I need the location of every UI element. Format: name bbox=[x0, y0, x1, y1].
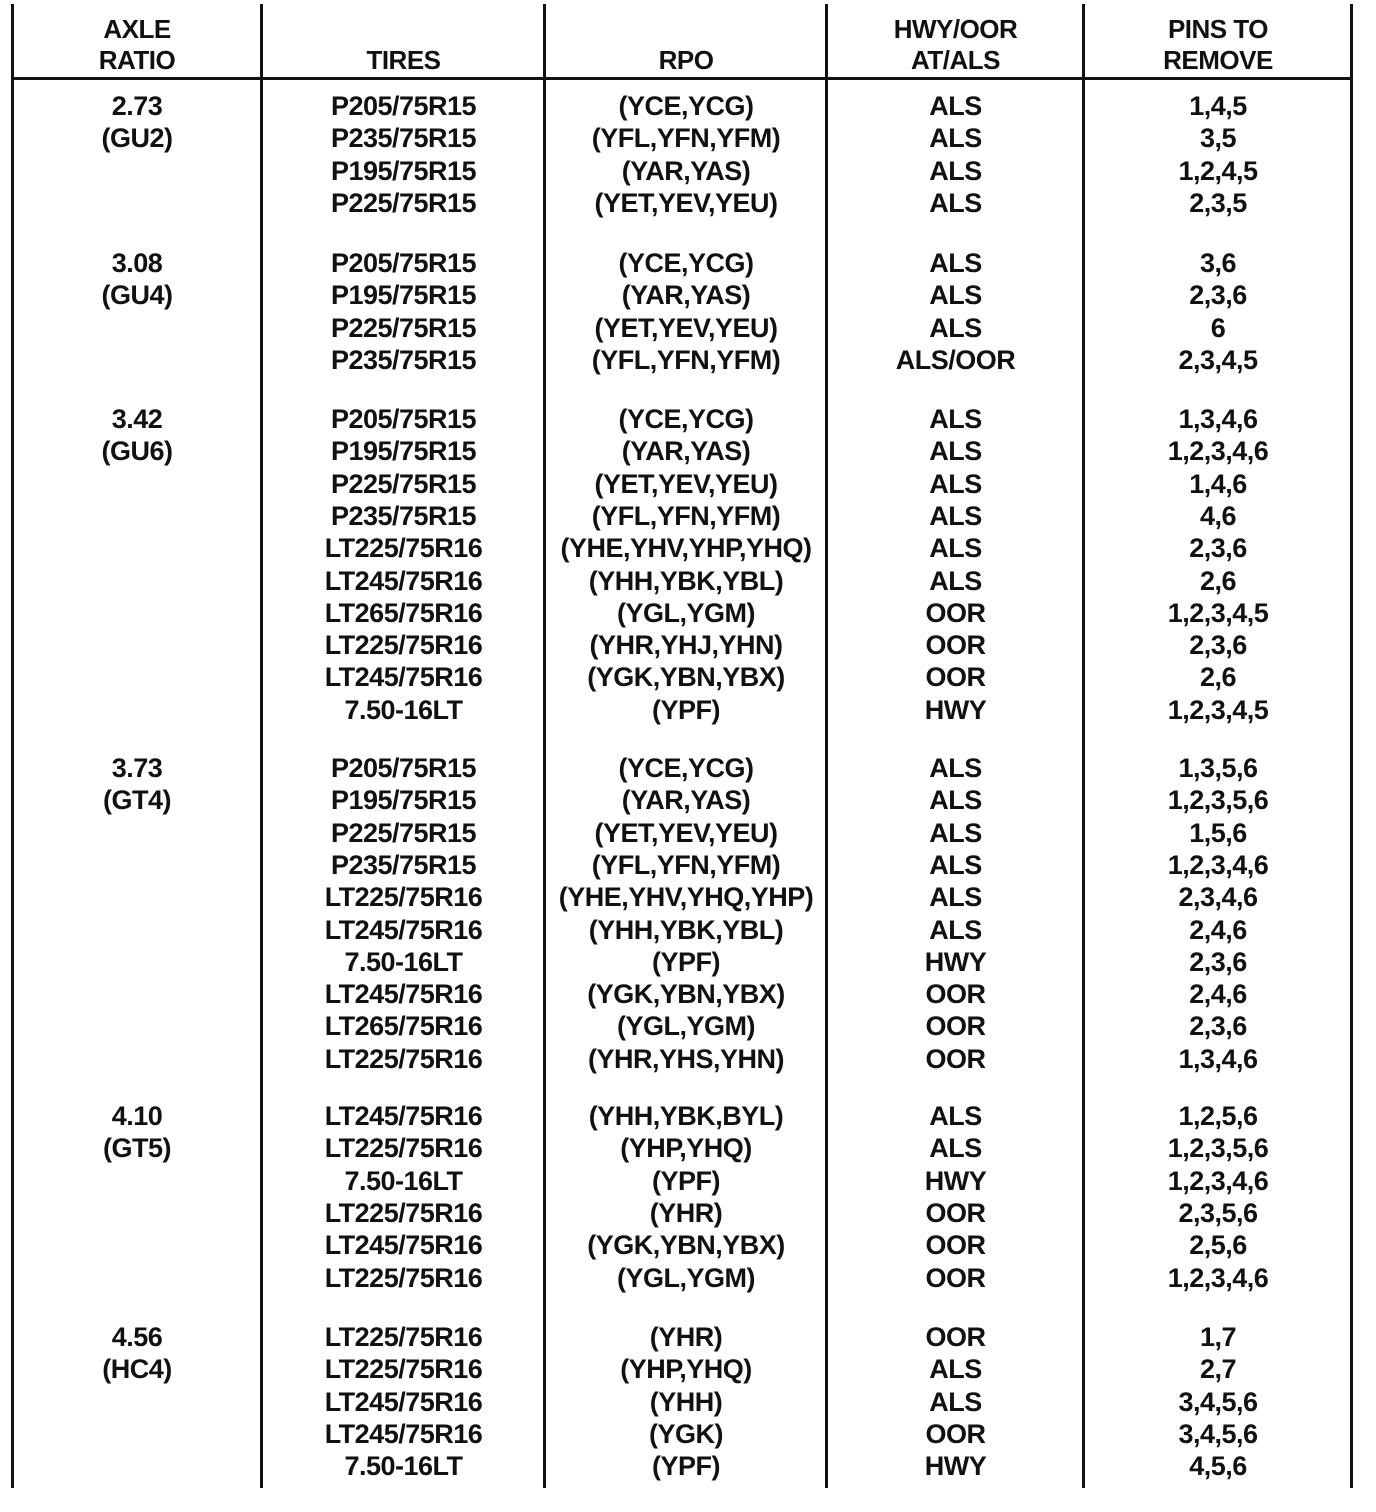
header-pins-line1: PINS TO bbox=[1167, 14, 1269, 44]
axle-ratio-code: (GU4) bbox=[101, 280, 173, 311]
rpo-code-cell: (YHE,YHV,YHQ,YHP) bbox=[558, 882, 814, 913]
tire-size-cell: LT245/75R16 bbox=[324, 662, 483, 693]
usage-type-cell: OOR bbox=[925, 1262, 986, 1293]
pins-to-remove-cell: 3,4,5,6 bbox=[1178, 1418, 1258, 1449]
header-axle-ratio bbox=[12, 14, 262, 76]
header-pins-line2: REMOVE bbox=[1163, 45, 1273, 75]
tire-size-cell: LT245/75R16 bbox=[324, 914, 483, 945]
rpo-code-cell: (YGK,YBN,YBX) bbox=[587, 662, 785, 693]
header-divider bbox=[12, 77, 1353, 80]
usage-type-cell: OOR bbox=[925, 662, 986, 693]
axle-ratio-value: 3.73 bbox=[111, 753, 163, 783]
pins-to-remove-cell: 1,3,5,6 bbox=[1178, 753, 1258, 783]
pins-to-remove-cell: 2,3,6 bbox=[1189, 1011, 1247, 1042]
tire-size-cell: LT245/75R16 bbox=[324, 1386, 483, 1417]
rpo-code-cell: (YFL,YFN,YFM) bbox=[591, 500, 781, 531]
usage-type-cell: ALS bbox=[929, 468, 982, 499]
pins-to-remove-cell: 2,6 bbox=[1199, 662, 1237, 693]
tire-size-cell: P205/75R15 bbox=[330, 248, 477, 278]
pins-to-remove-cell: 1,2,3,5,6 bbox=[1167, 1133, 1269, 1164]
usage-type-cell: ALS bbox=[929, 404, 982, 434]
tire-size-cell: 7.50-16LT bbox=[344, 946, 463, 977]
tire-size-cell: 7.50-16LT bbox=[344, 1451, 463, 1482]
tire-size-cell: P235/75R15 bbox=[330, 123, 477, 154]
usage-type-cell: ALS bbox=[929, 914, 982, 945]
tire-size-cell: P195/75R15 bbox=[330, 436, 477, 467]
usage-type-cell: OOR bbox=[925, 1418, 986, 1449]
usage-type-cell: OOR bbox=[925, 1230, 986, 1261]
axle-ratio-value: 2.73 bbox=[111, 91, 163, 121]
tire-size-cell: LT225/75R16 bbox=[324, 882, 483, 913]
rpo-code-cell: (YET,YEV,YEU) bbox=[594, 468, 778, 499]
pins-to-remove-cell: 2,4,6 bbox=[1189, 914, 1247, 945]
pins-to-remove-cell: 2,7 bbox=[1199, 1354, 1237, 1385]
tire-size-cell: LT225/75R16 bbox=[324, 1043, 483, 1074]
rpo-code-cell: (YHH,YBK,BYL) bbox=[588, 1101, 784, 1131]
axle-ratio-code: (GU2) bbox=[101, 123, 173, 154]
rpo-code-cell: (YGK) bbox=[649, 1418, 723, 1449]
pins-to-remove-cell: 2,3,5,6 bbox=[1178, 1197, 1258, 1228]
rpo-code-cell: (YHR) bbox=[649, 1322, 723, 1352]
rpo-code-cell: (YHR,YHS,YHN) bbox=[587, 1043, 784, 1074]
pins-to-remove-cell: 1,2,4,5 bbox=[1178, 155, 1258, 186]
tire-size-cell: LT225/75R16 bbox=[324, 533, 483, 564]
tire-size-cell: P225/75R15 bbox=[330, 468, 477, 499]
axle-ratio-code: (GT5) bbox=[103, 1133, 171, 1164]
pins-to-remove-cell: 1,3,4,6 bbox=[1178, 1043, 1258, 1074]
usage-type-cell: ALS bbox=[929, 753, 982, 783]
pins-to-remove-cell: 2,3,5 bbox=[1189, 187, 1247, 218]
rpo-code-cell: (YCE,YCG) bbox=[618, 248, 754, 278]
usage-type-cell: OOR bbox=[925, 979, 986, 1010]
pins-to-remove-cell: 1,2,3,5,6 bbox=[1167, 785, 1269, 816]
header-axle-ratio-line2: RATIO bbox=[98, 45, 176, 75]
axle-ratio-code: (HC4) bbox=[102, 1354, 172, 1385]
header-rpo: RPO bbox=[658, 45, 714, 75]
tire-size-cell: P205/75R15 bbox=[330, 753, 477, 783]
tire-size-cell: LT225/75R16 bbox=[324, 1322, 483, 1352]
tire-size-cell: LT225/75R16 bbox=[324, 1354, 483, 1385]
pins-to-remove-cell: 1,4,6 bbox=[1189, 468, 1247, 499]
axle-ratio-value: 4.10 bbox=[111, 1101, 163, 1131]
usage-type-cell: ALS bbox=[929, 1133, 982, 1164]
tire-size-cell: LT245/75R16 bbox=[324, 1101, 483, 1131]
pins-to-remove-cell: 1,3,4,6 bbox=[1178, 404, 1258, 434]
rpo-code-cell: (YAR,YAS) bbox=[621, 155, 751, 186]
rpo-code-cell: (YHH) bbox=[649, 1386, 723, 1417]
axle-ratio-value: 4.56 bbox=[111, 1322, 163, 1352]
rpo-code-cell: (YHP,YHQ) bbox=[620, 1354, 752, 1385]
rpo-code-cell: (YPF) bbox=[652, 1165, 720, 1196]
pins-to-remove-cell: 3,6 bbox=[1199, 248, 1237, 278]
usage-type-cell: ALS bbox=[929, 123, 982, 154]
pins-to-remove-cell: 2,3,4,5 bbox=[1178, 344, 1258, 375]
pins-to-remove-cell: 6 bbox=[1210, 312, 1226, 343]
pins-to-remove-cell: 2,3,6 bbox=[1189, 280, 1247, 311]
tire-size-cell: 7.50-16LT bbox=[344, 694, 463, 725]
rpo-code-cell: (YHE,YHV,YHP,YHQ) bbox=[560, 533, 812, 564]
tire-size-cell: LT245/75R16 bbox=[324, 565, 483, 596]
rpo-code-cell: (YPF) bbox=[652, 1451, 720, 1482]
usage-type-cell: HWY bbox=[924, 1165, 987, 1196]
usage-type-cell: OOR bbox=[925, 1197, 986, 1228]
header-hwy-line2: AT/ALS bbox=[911, 45, 1000, 75]
pins-to-remove-cell: 2,4,6 bbox=[1189, 979, 1247, 1010]
rpo-code-cell: (YCE,YCG) bbox=[618, 91, 754, 121]
tire-size-cell: P205/75R15 bbox=[330, 404, 477, 434]
tire-size-cell: LT265/75R16 bbox=[324, 597, 483, 628]
pins-to-remove-cell: 1,7 bbox=[1199, 1322, 1237, 1352]
tire-size-cell: P225/75R15 bbox=[330, 817, 477, 848]
rpo-code-cell: (YHR,YHJ,YHN) bbox=[589, 630, 783, 661]
rpo-code-cell: (YFL,YFN,YFM) bbox=[591, 849, 781, 880]
rpo-code-cell: (YGK,YBN,YBX) bbox=[587, 979, 785, 1010]
rpo-code-cell: (YAR,YAS) bbox=[621, 785, 751, 816]
rpo-code-cell: (YFL,YFN,YFM) bbox=[591, 344, 781, 375]
header-hwy-line1: HWY/OOR bbox=[893, 14, 1018, 44]
rpo-code-cell: (YAR,YAS) bbox=[621, 280, 751, 311]
pins-to-remove-cell: 3,5 bbox=[1199, 123, 1237, 154]
usage-type-cell: ALS bbox=[929, 565, 982, 596]
usage-type-cell: ALS bbox=[929, 785, 982, 816]
pins-to-remove-cell: 1,2,3,4,5 bbox=[1167, 694, 1269, 725]
axle-ratio-code: (GU6) bbox=[101, 436, 173, 467]
table-border-left bbox=[11, 4, 14, 1488]
usage-type-cell: ALS bbox=[929, 155, 982, 186]
pins-to-remove-cell: 3,4,5,6 bbox=[1178, 1386, 1258, 1417]
tire-size-cell: 7.50-16LT bbox=[344, 1165, 463, 1196]
axle-ratio-code: (GT4) bbox=[103, 785, 171, 816]
pins-to-remove-cell: 2,3,4,6 bbox=[1178, 882, 1258, 913]
rpo-code-cell: (YHR) bbox=[649, 1197, 723, 1228]
rpo-code-cell: (YCE,YCG) bbox=[618, 753, 754, 783]
rpo-code-cell: (YET,YEV,YEU) bbox=[594, 817, 778, 848]
usage-type-cell: ALS bbox=[929, 1386, 982, 1417]
pins-to-remove-cell: 4,5,6 bbox=[1189, 1451, 1247, 1482]
tire-size-cell: LT245/75R16 bbox=[324, 1418, 483, 1449]
pins-to-remove-cell: 1,2,3,4,5 bbox=[1167, 597, 1269, 628]
usage-type-cell: OOR bbox=[925, 1322, 986, 1352]
pins-to-remove-cell: 2,3,6 bbox=[1189, 630, 1247, 661]
rpo-code-cell: (YHH,YBK,YBL) bbox=[588, 565, 784, 596]
rpo-code-cell: (YET,YEV,YEU) bbox=[594, 312, 778, 343]
rpo-code-cell: (YGL,YGM) bbox=[617, 1262, 755, 1293]
usage-type-cell: ALS bbox=[929, 500, 982, 531]
tire-size-cell: P205/75R15 bbox=[330, 91, 477, 121]
usage-type-cell: ALS bbox=[929, 1101, 982, 1131]
tire-size-cell: LT225/75R16 bbox=[324, 630, 483, 661]
tire-size-cell: P235/75R15 bbox=[330, 344, 477, 375]
tire-size-cell: P225/75R15 bbox=[330, 312, 477, 343]
tire-size-cell: LT225/75R16 bbox=[324, 1133, 483, 1164]
rpo-code-cell: (YGL,YGM) bbox=[617, 1011, 755, 1042]
tire-size-cell: P195/75R15 bbox=[330, 785, 477, 816]
rpo-code-cell: (YFL,YFN,YFM) bbox=[591, 123, 781, 154]
tire-size-cell: P195/75R15 bbox=[330, 280, 477, 311]
pins-to-remove-cell: 2,6 bbox=[1199, 565, 1237, 596]
rpo-code-cell: (YGL,YGM) bbox=[617, 597, 755, 628]
header-axle-ratio-line1: AXLE bbox=[103, 14, 171, 44]
pins-to-remove-cell: 1,2,3,4,6 bbox=[1167, 849, 1269, 880]
usage-type-cell: ALS bbox=[929, 817, 982, 848]
tire-size-cell: P225/75R15 bbox=[330, 187, 477, 218]
rpo-code-cell: (YCE,YCG) bbox=[618, 404, 754, 434]
usage-type-cell: ALS bbox=[929, 312, 982, 343]
pins-to-remove-cell: 1,2,3,4,6 bbox=[1167, 1262, 1269, 1293]
pins-to-remove-cell: 1,4,5 bbox=[1189, 91, 1247, 121]
usage-type-cell: ALS/OOR bbox=[895, 344, 1016, 375]
tire-size-cell: LT225/75R16 bbox=[324, 1262, 483, 1293]
usage-type-cell: ALS bbox=[929, 91, 982, 121]
pins-to-remove-cell: 1,2,3,4,6 bbox=[1167, 1165, 1269, 1196]
usage-type-cell: OOR bbox=[925, 597, 986, 628]
rpo-code-cell: (YPF) bbox=[652, 694, 720, 725]
usage-type-cell: OOR bbox=[925, 630, 986, 661]
usage-type-cell: ALS bbox=[929, 882, 982, 913]
usage-type-cell: ALS bbox=[929, 849, 982, 880]
tire-size-cell: P235/75R15 bbox=[330, 849, 477, 880]
usage-type-cell: ALS bbox=[929, 187, 982, 218]
pins-to-remove-cell: 1,2,5,6 bbox=[1178, 1101, 1258, 1131]
tire-size-cell: LT245/75R16 bbox=[324, 1230, 483, 1261]
rpo-code-cell: (YHP,YHQ) bbox=[620, 1133, 752, 1164]
usage-type-cell: HWY bbox=[924, 946, 987, 977]
tire-size-cell: LT245/75R16 bbox=[324, 979, 483, 1010]
tire-size-cell: LT265/75R16 bbox=[324, 1011, 483, 1042]
rpo-code-cell: (YGK,YBN,YBX) bbox=[587, 1230, 785, 1261]
rpo-code-cell: (YAR,YAS) bbox=[621, 436, 751, 467]
header-hwy-oor bbox=[827, 14, 1084, 76]
usage-type-cell: ALS bbox=[929, 1354, 982, 1385]
tire-size-cell: LT225/75R16 bbox=[324, 1197, 483, 1228]
header-pins-to-remove bbox=[1084, 14, 1352, 76]
axle-ratio-value: 3.08 bbox=[111, 248, 163, 278]
usage-type-cell: ALS bbox=[929, 280, 982, 311]
usage-type-cell: ALS bbox=[929, 436, 982, 467]
tire-size-cell: P235/75R15 bbox=[330, 500, 477, 531]
rpo-code-cell: (YHH,YBK,YBL) bbox=[588, 914, 784, 945]
usage-type-cell: ALS bbox=[929, 248, 982, 278]
usage-type-cell: OOR bbox=[925, 1011, 986, 1042]
usage-type-cell: OOR bbox=[925, 1043, 986, 1074]
pins-to-remove-cell: 2,3,6 bbox=[1189, 946, 1247, 977]
rpo-code-cell: (YET,YEV,YEU) bbox=[594, 187, 778, 218]
usage-type-cell: HWY bbox=[924, 694, 987, 725]
header-tires: TIRES bbox=[366, 45, 441, 75]
tire-size-cell: P195/75R15 bbox=[330, 155, 477, 186]
pins-to-remove-cell: 1,2,3,4,6 bbox=[1167, 436, 1269, 467]
axle-ratio-value: 3.42 bbox=[111, 404, 163, 434]
pins-to-remove-cell: 1,5,6 bbox=[1189, 817, 1247, 848]
rpo-code-cell: (YPF) bbox=[652, 946, 720, 977]
pins-to-remove-cell: 4,6 bbox=[1199, 500, 1237, 531]
usage-type-cell: HWY bbox=[924, 1451, 987, 1482]
usage-type-cell: ALS bbox=[929, 533, 982, 564]
pins-to-remove-cell: 2,3,6 bbox=[1189, 533, 1247, 564]
pins-to-remove-cell: 2,5,6 bbox=[1189, 1230, 1247, 1261]
